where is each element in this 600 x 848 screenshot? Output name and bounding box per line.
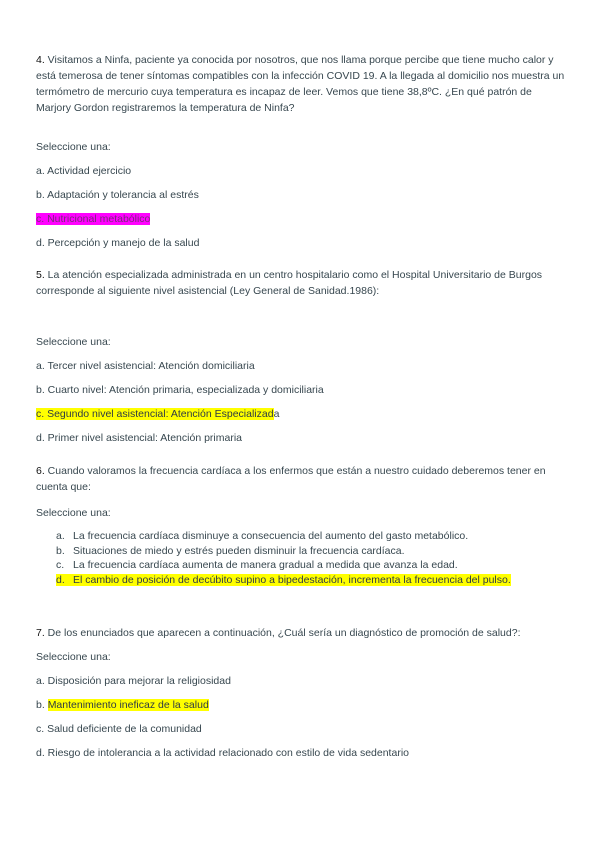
option-b[interactable]: b. Mantenimiento ineficaz de la salud xyxy=(36,699,209,711)
option-a[interactable]: a. Actividad ejercicio xyxy=(36,165,132,177)
option-c[interactable] xyxy=(36,212,150,226)
option-d[interactable] xyxy=(56,573,511,588)
options-list xyxy=(56,529,511,587)
select-one-label: Seleccione una: xyxy=(36,507,111,519)
question-number: 4. xyxy=(36,54,45,66)
question-4 xyxy=(36,52,566,116)
option-d[interactable]: d. Percepción y manejo de la salud xyxy=(36,237,200,249)
question-4-text: 4. Visitamos a Ninfa, paciente ya conocida por nosotros, que nos llama porque percibe que tiene mucho calor y está temerosa de tener síntomas compatibles con la infección COVID 19. A la llegada al domicilio nos muestra un termómetro de mercurio cuya temperatura es incapaz de leer. Vemos que tiene 38,8ºC. ¿En qué patrón de Marjory Gordon registraremos la temperatura de Ninfa? xyxy=(36,54,565,114)
option-a[interactable]: a. Tercer nivel asistencial: Atención domiciliaria xyxy=(36,360,255,372)
option-c[interactable]: c. Salud deficiente de la comunidad xyxy=(36,723,202,735)
select-one-label: Seleccione una: xyxy=(36,141,111,153)
question-5-text: 5. La atención especializada administrada en un centro hospitalario como el Hospital Universitario de Burgos corresponde al siguiente nivel asistencial (Ley General de Sanidad.1986): xyxy=(36,269,543,297)
option-b[interactable]: b. Cuarto nivel: Atención primaria, especializada y domiciliaria xyxy=(36,384,324,396)
option-b[interactable]: b. Adaptación y tolerancia al estrés xyxy=(36,189,199,201)
question-6 xyxy=(36,463,566,495)
option-c[interactable]: c. La frecuencia cardíaca aumenta de manera gradual a medida que avanza la edad. xyxy=(56,559,458,571)
highlighted-answer: c. Nutricional metabólico xyxy=(36,213,151,225)
option-b[interactable]: b. Situaciones de miedo y estrés pueden disminuir la frecuencia cardíaca. xyxy=(56,544,405,557)
highlighted-answer: c. Segundo nivel asistencial: Atención Especializad xyxy=(36,408,274,420)
question-number: 6. xyxy=(36,465,45,477)
question-6-text: 6. Cuando valoramos la frecuencia cardíaca a los enfermos que están a nuestro cuidado deberemos tener en cuenta que: xyxy=(36,465,546,493)
question-5 xyxy=(36,267,566,299)
question-number: 5. xyxy=(36,269,45,281)
option-a[interactable]: a. La frecuencia cardíaca disminuye a consecuencia del aumento del gasto metabólico. xyxy=(56,530,469,542)
highlighted-answer: d. El cambio de posición de decúbito supino a bipedestación, incrementa la frecuencia del pulso. xyxy=(56,573,511,586)
option-a[interactable]: a. Disposición para mejorar la religiosidad xyxy=(36,675,231,687)
select-one-label: Seleccione una: xyxy=(36,336,111,348)
option-c[interactable]: c. Segundo nivel asistencial: Atención Especializada xyxy=(36,408,280,420)
question-number: 7. xyxy=(36,627,45,639)
select-one-label: Seleccione una: xyxy=(36,651,111,663)
highlighted-answer: Mantenimiento ineficaz de la salud xyxy=(47,699,209,711)
option-d[interactable]: d. Riesgo de intolerancia a la actividad relacionado con estilo de vida sedentario xyxy=(36,747,409,759)
option-d[interactable]: d. Primer nivel asistencial: Atención primaria xyxy=(36,432,243,444)
question-7-text: 7. De los enunciados que aparecen a continuación, ¿Cuál sería un diagnóstico de promoción de salud?: xyxy=(36,627,521,639)
